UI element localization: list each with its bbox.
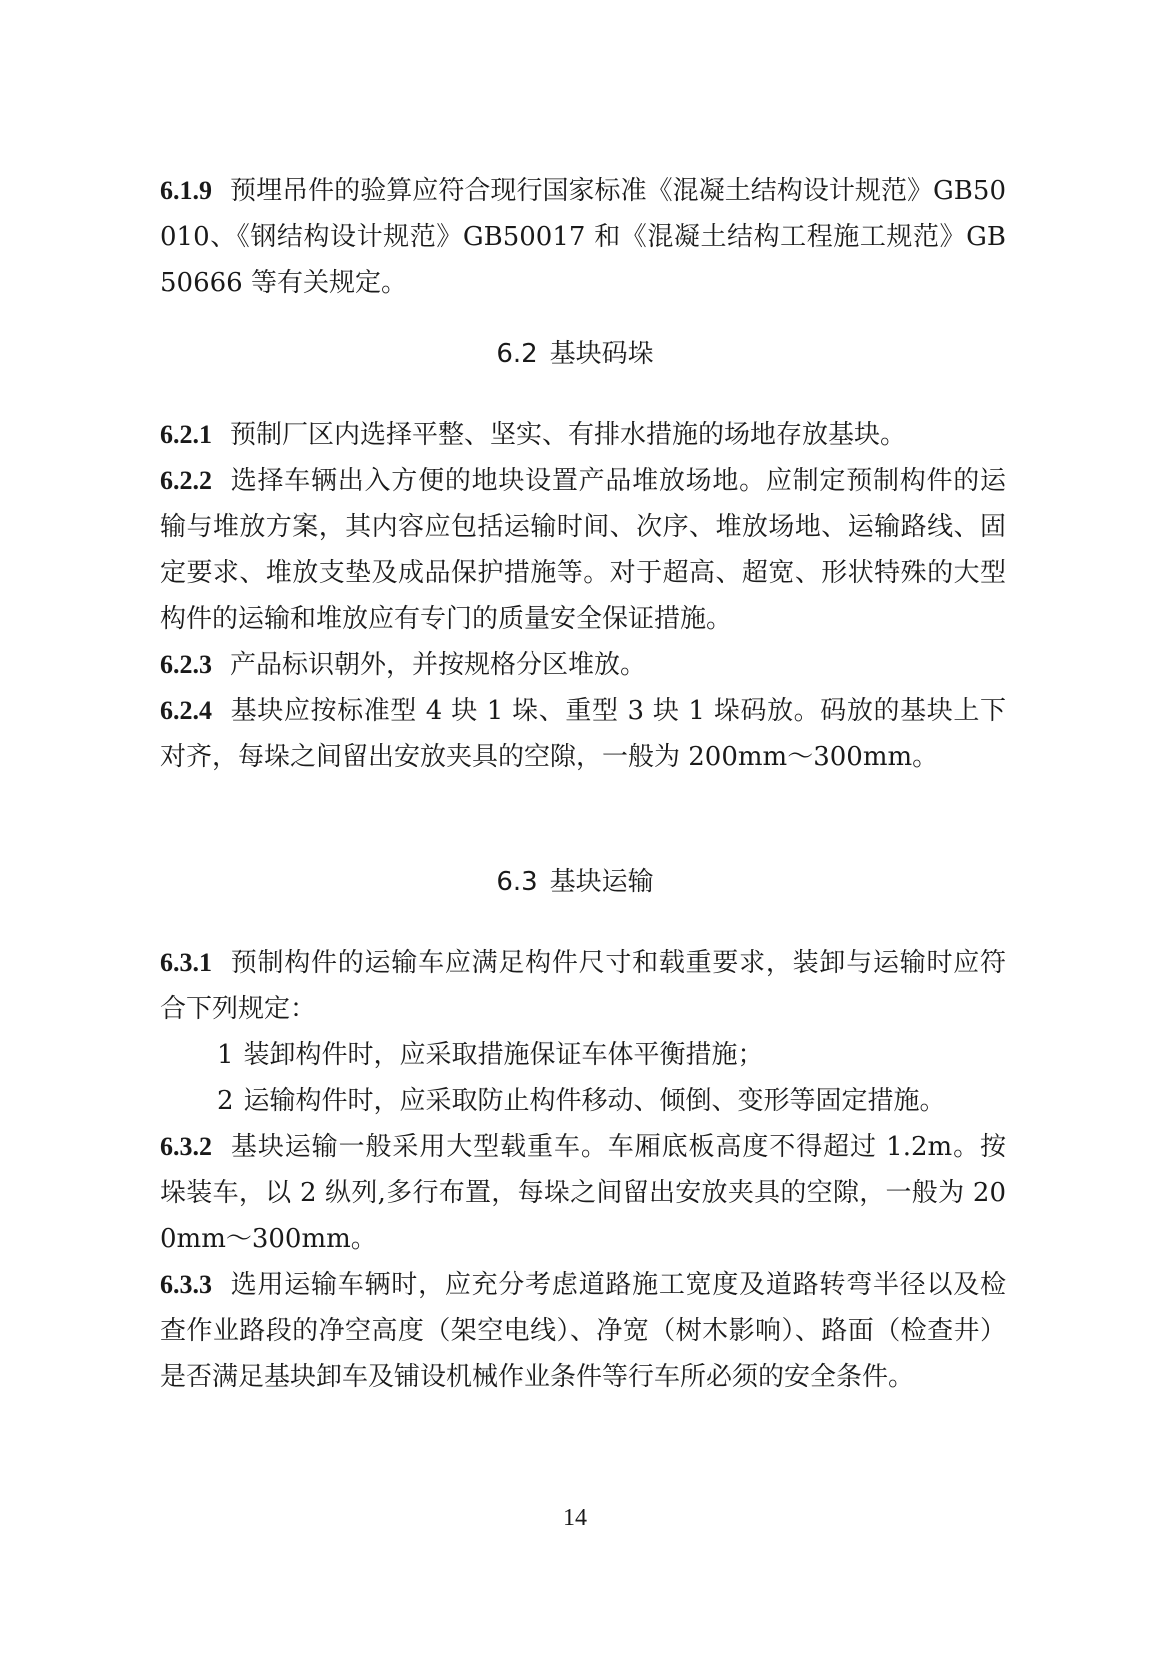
clause-text: 选择车辆出入方便的地块设置产品堆放场地。应制定预制构件的运输与堆放方案，其内容应包括运输时间、次序、堆放场地、运输路线、固定要求、堆放支垫及成品保护措施等。对于超高、超宽、形状特殊的大型构件的运输和堆放应有专门的质量安全保证措施。 [160,466,1006,634]
clause-number: 6.2.2 [160,466,212,495]
item-text: 运输构件时，应采取防止构件移动、倾倒、变形等固定措施。 [243,1086,946,1116]
clause-6-3-3 [160,1262,1006,1400]
clause-6-1-9 [160,168,1006,306]
list-item [160,1032,1006,1078]
section-6-3-body [160,940,1006,1400]
clause-number: 6.2.3 [160,650,212,679]
list-item [160,1078,1006,1124]
clause-number: 6.2.4 [160,696,212,725]
clause-6-2-3 [160,642,1006,688]
section-number: 6.2 [496,339,538,369]
clause-6-2-1 [160,412,1006,458]
section-heading-6-2 [0,334,1150,374]
clause-6-3-2 [160,1124,1006,1262]
clause-text: 预埋吊件的验算应符合现行国家标准《混凝土结构设计规范》GB50010、《钢结构设计规范》GB50017 和《混凝土结构工程施工规范》GB50666 等有关规定。 [160,176,1006,298]
item-number: 2 [217,1086,234,1116]
item-number: 1 [217,1040,234,1070]
page-number: 14 [563,1505,587,1531]
section-title: 基块码垛 [549,339,654,369]
clause-number: 6.3.3 [160,1270,212,1299]
section-heading-6-3 [0,862,1150,902]
item-text: 装卸构件时，应采取措施保证车体平衡措施； [243,1040,764,1070]
clause-number: 6.2.1 [160,420,212,449]
section-title: 基块运输 [549,867,654,897]
section-6-2-body [160,412,1006,780]
section-number: 6.3 [496,867,538,897]
clause-6-2-4 [160,688,1006,780]
clause-text: 产品标识朝外，并按规格分区堆放。 [230,650,647,680]
clause-6-3-1 [160,940,1006,1032]
clause-text: 基块应按标准型 4 块 1 垛、重型 3 块 1 垛码放。码放的基块上下对齐，每垛之间留出安放夹具的空隙，一般为 200mm～300mm。 [160,696,1006,772]
clause-text: 预制构件的运输车应满足构件尺寸和载重要求，装卸与运输时应符合下列规定： [160,948,1006,1024]
clause-number: 6.1.9 [160,176,212,205]
clause-number: 6.3.2 [160,1132,212,1161]
clause-text: 选用运输车辆时，应充分考虑道路施工宽度及道路转弯半径以及检查作业路段的净空高度（架空电线）、净宽（树木影响）、路面（检查井）是否满足基块卸车及铺设机械作业条件等行车所必须的安全条件。 [160,1270,1006,1392]
clause-number: 6.3.1 [160,948,212,977]
clause-6-2-2 [160,458,1006,642]
clause-text: 预制厂区内选择平整、坚实、有排水措施的场地存放基块。 [230,420,907,450]
clause-text: 基块运输一般采用大型载重车。车厢底板高度不得超过 1.2m。按垛装车，以 2 纵列,多行布置，每垛之间留出安放夹具的空隙，一般为 200mm～300mm。 [160,1132,1006,1254]
